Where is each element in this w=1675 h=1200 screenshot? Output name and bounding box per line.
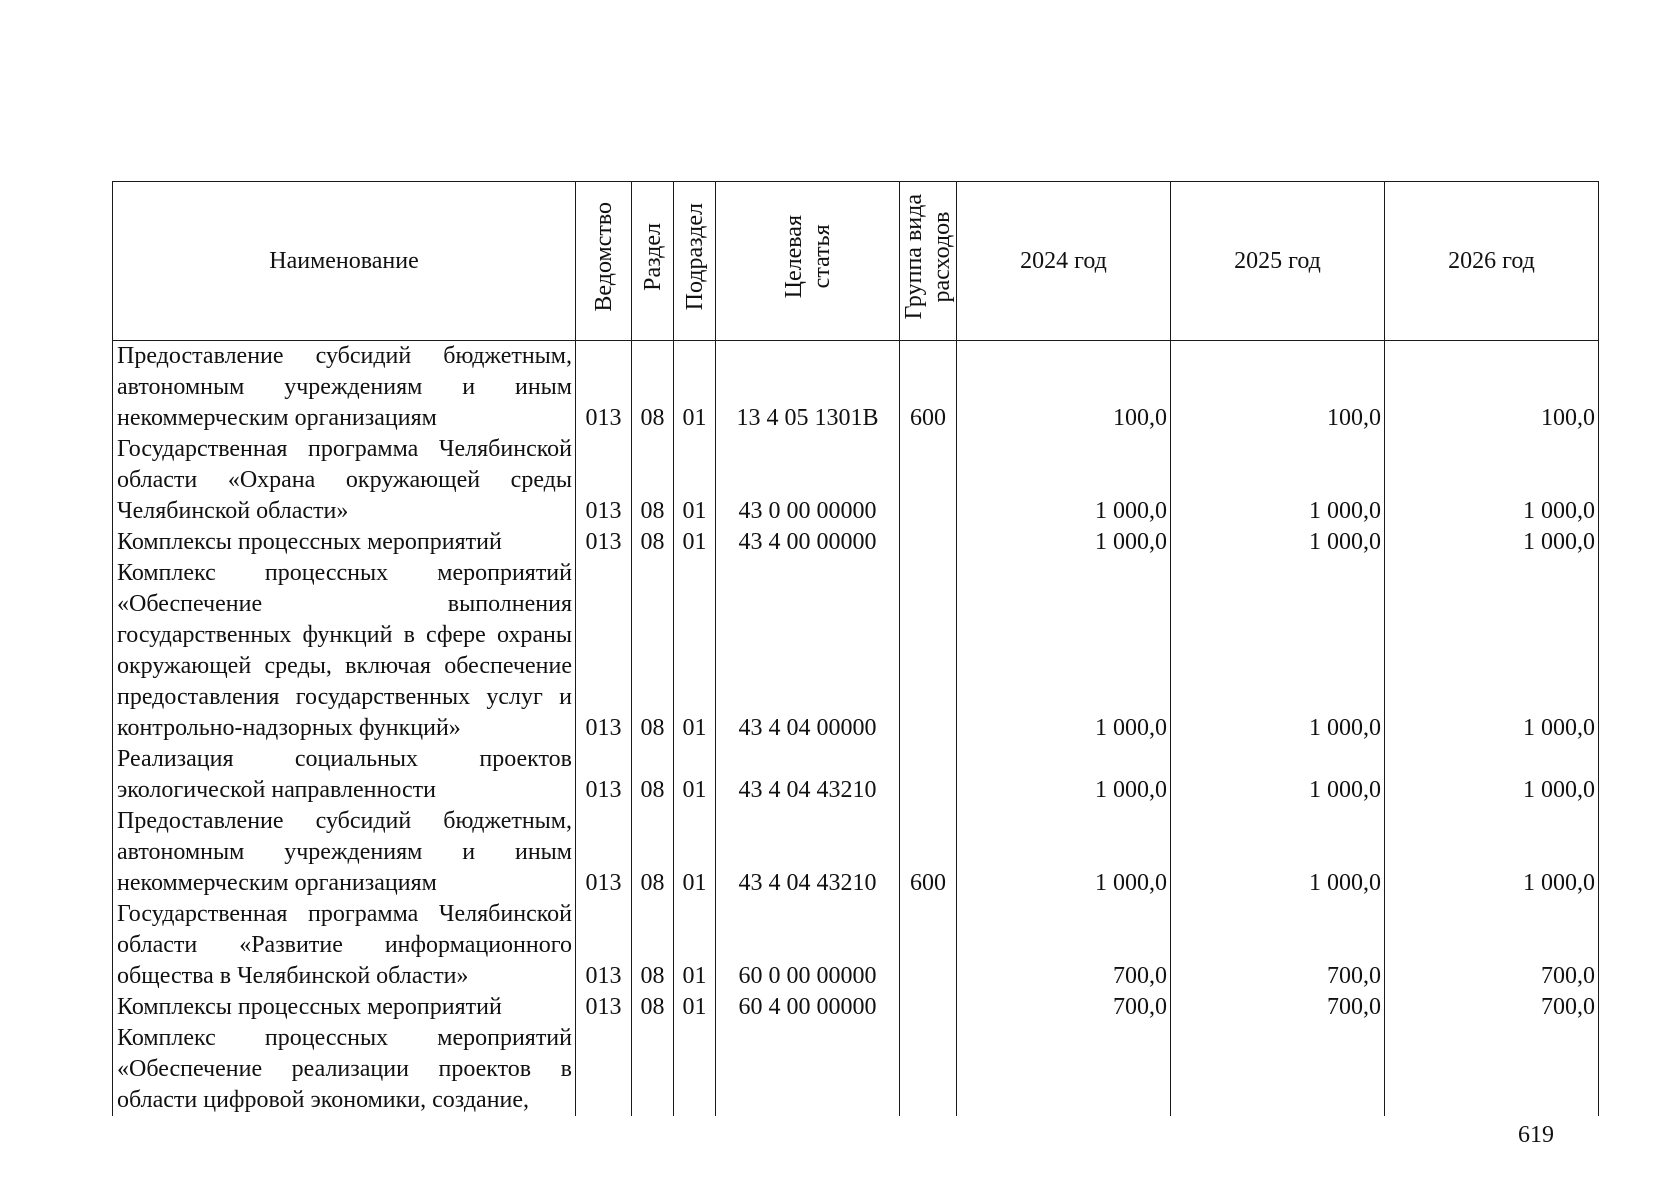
header-name: Наименование [113,182,576,341]
row-amount-2026: 1 000,0 [1385,744,1599,806]
row-subsection: 01 [674,527,716,558]
row-subsection: 01 [674,744,716,806]
row-subsection: 01 [674,558,716,744]
row-amount-2026: 1 000,0 [1385,806,1599,899]
row-amount-2024: 1 000,0 [957,558,1171,744]
row-amount-2025: 100,0 [1171,341,1385,435]
row-department: 013 [576,992,632,1023]
row-department: 013 [576,744,632,806]
header-target-item: Целевая статья [716,182,900,341]
budget-table [112,181,1599,1116]
table-row [113,992,1599,1023]
row-amount-2024: 1 000,0 [957,744,1171,806]
table-row [113,806,1599,899]
row-expense-group: 600 [900,806,957,899]
table-body [113,341,1599,1117]
row-name: Предоставление субсидий бюджетным, автономным учреждениям и иным некоммерческим организациям [113,806,576,899]
row-section: 08 [632,806,674,899]
page-number: 619 [1518,1122,1554,1148]
row-amount-2025: 1 000,0 [1171,527,1385,558]
row-expense-group [900,1023,957,1116]
row-expense-group: 600 [900,341,957,435]
row-expense-group [900,992,957,1023]
row-section: 08 [632,434,674,527]
row-department: 013 [576,558,632,744]
row-amount-2026 [1385,1023,1599,1116]
header-row [113,182,1599,341]
row-department: 013 [576,806,632,899]
row-amount-2024: 700,0 [957,992,1171,1023]
row-subsection: 01 [674,434,716,527]
row-subsection [674,1023,716,1116]
table-row [113,899,1599,992]
row-amount-2025: 700,0 [1171,899,1385,992]
row-amount-2026: 700,0 [1385,992,1599,1023]
row-name: Предоставление субсидий бюджетным, автономным учреждениям и иным некоммерческим организациям [113,341,576,435]
row-department: 013 [576,341,632,435]
row-amount-2026: 700,0 [1385,899,1599,992]
row-amount-2025: 1 000,0 [1171,744,1385,806]
row-section: 08 [632,341,674,435]
row-name: Комплексы процессных мероприятий [113,992,576,1023]
row-name: Реализация социальных проектов экологической направленности [113,744,576,806]
row-amount-2024: 1 000,0 [957,527,1171,558]
table-row [113,341,1599,435]
row-amount-2024: 700,0 [957,899,1171,992]
header-subsection: Подраздел [674,182,716,341]
row-amount-2025: 1 000,0 [1171,806,1385,899]
row-target-item: 43 4 04 43210 [716,806,900,899]
row-section [632,1023,674,1116]
header-year-2025: 2025 год [1171,182,1385,341]
row-section: 08 [632,527,674,558]
row-target-item [716,1023,900,1116]
table-row [113,434,1599,527]
row-name: Комплексы процессных мероприятий [113,527,576,558]
header-section: Раздел [632,182,674,341]
row-expense-group [900,527,957,558]
table-row [113,527,1599,558]
row-expense-group [900,899,957,992]
row-target-item: 60 4 00 00000 [716,992,900,1023]
row-amount-2026: 1 000,0 [1385,527,1599,558]
table-row [113,558,1599,744]
table-row [113,744,1599,806]
row-section: 08 [632,899,674,992]
row-target-item: 43 4 00 00000 [716,527,900,558]
row-section: 08 [632,744,674,806]
row-name: Комплекс процессных мероприятий «Обеспечение реализации проектов в области цифровой экономики, создание, [113,1023,576,1116]
row-target-item: 43 0 00 00000 [716,434,900,527]
row-amount-2026: 1 000,0 [1385,434,1599,527]
row-amount-2024: 100,0 [957,341,1171,435]
row-expense-group [900,744,957,806]
row-amount-2024: 1 000,0 [957,434,1171,527]
row-name: Комплекс процессных мероприятий «Обеспечение выполнения государственных функций в сфере охраны окружающей среды, включая обеспечение предоставления государственных услуг и контрольно-надзорных функций» [113,558,576,744]
row-amount-2026: 1 000,0 [1385,558,1599,744]
row-section: 08 [632,992,674,1023]
header-department: Ведомство [576,182,632,341]
row-target-item: 43 4 04 00000 [716,558,900,744]
row-amount-2025: 1 000,0 [1171,558,1385,744]
row-subsection: 01 [674,899,716,992]
row-department: 013 [576,899,632,992]
header-expense-group: Группа вида расходов [900,182,957,341]
row-name: Государственная программа Челябинской области «Развитие информационного общества в Челябинской области» [113,899,576,992]
row-subsection: 01 [674,341,716,435]
row-section: 08 [632,558,674,744]
row-department [576,1023,632,1116]
row-expense-group [900,434,957,527]
row-amount-2024: 1 000,0 [957,806,1171,899]
row-subsection: 01 [674,806,716,899]
row-name: Государственная программа Челябинской области «Охрана окружающей среды Челябинской области» [113,434,576,527]
header-year-2026: 2026 год [1385,182,1599,341]
row-department: 013 [576,527,632,558]
row-amount-2026: 100,0 [1385,341,1599,435]
row-department: 013 [576,434,632,527]
row-amount-2025: 1 000,0 [1171,434,1385,527]
row-amount-2025 [1171,1023,1385,1116]
table-row [113,1023,1599,1116]
row-amount-2024 [957,1023,1171,1116]
row-target-item: 43 4 04 43210 [716,744,900,806]
row-amount-2025: 700,0 [1171,992,1385,1023]
header-year-2024: 2024 год [957,182,1171,341]
row-subsection: 01 [674,992,716,1023]
row-target-item: 13 4 05 1301В [716,341,900,435]
row-expense-group [900,558,957,744]
row-target-item: 60 0 00 00000 [716,899,900,992]
